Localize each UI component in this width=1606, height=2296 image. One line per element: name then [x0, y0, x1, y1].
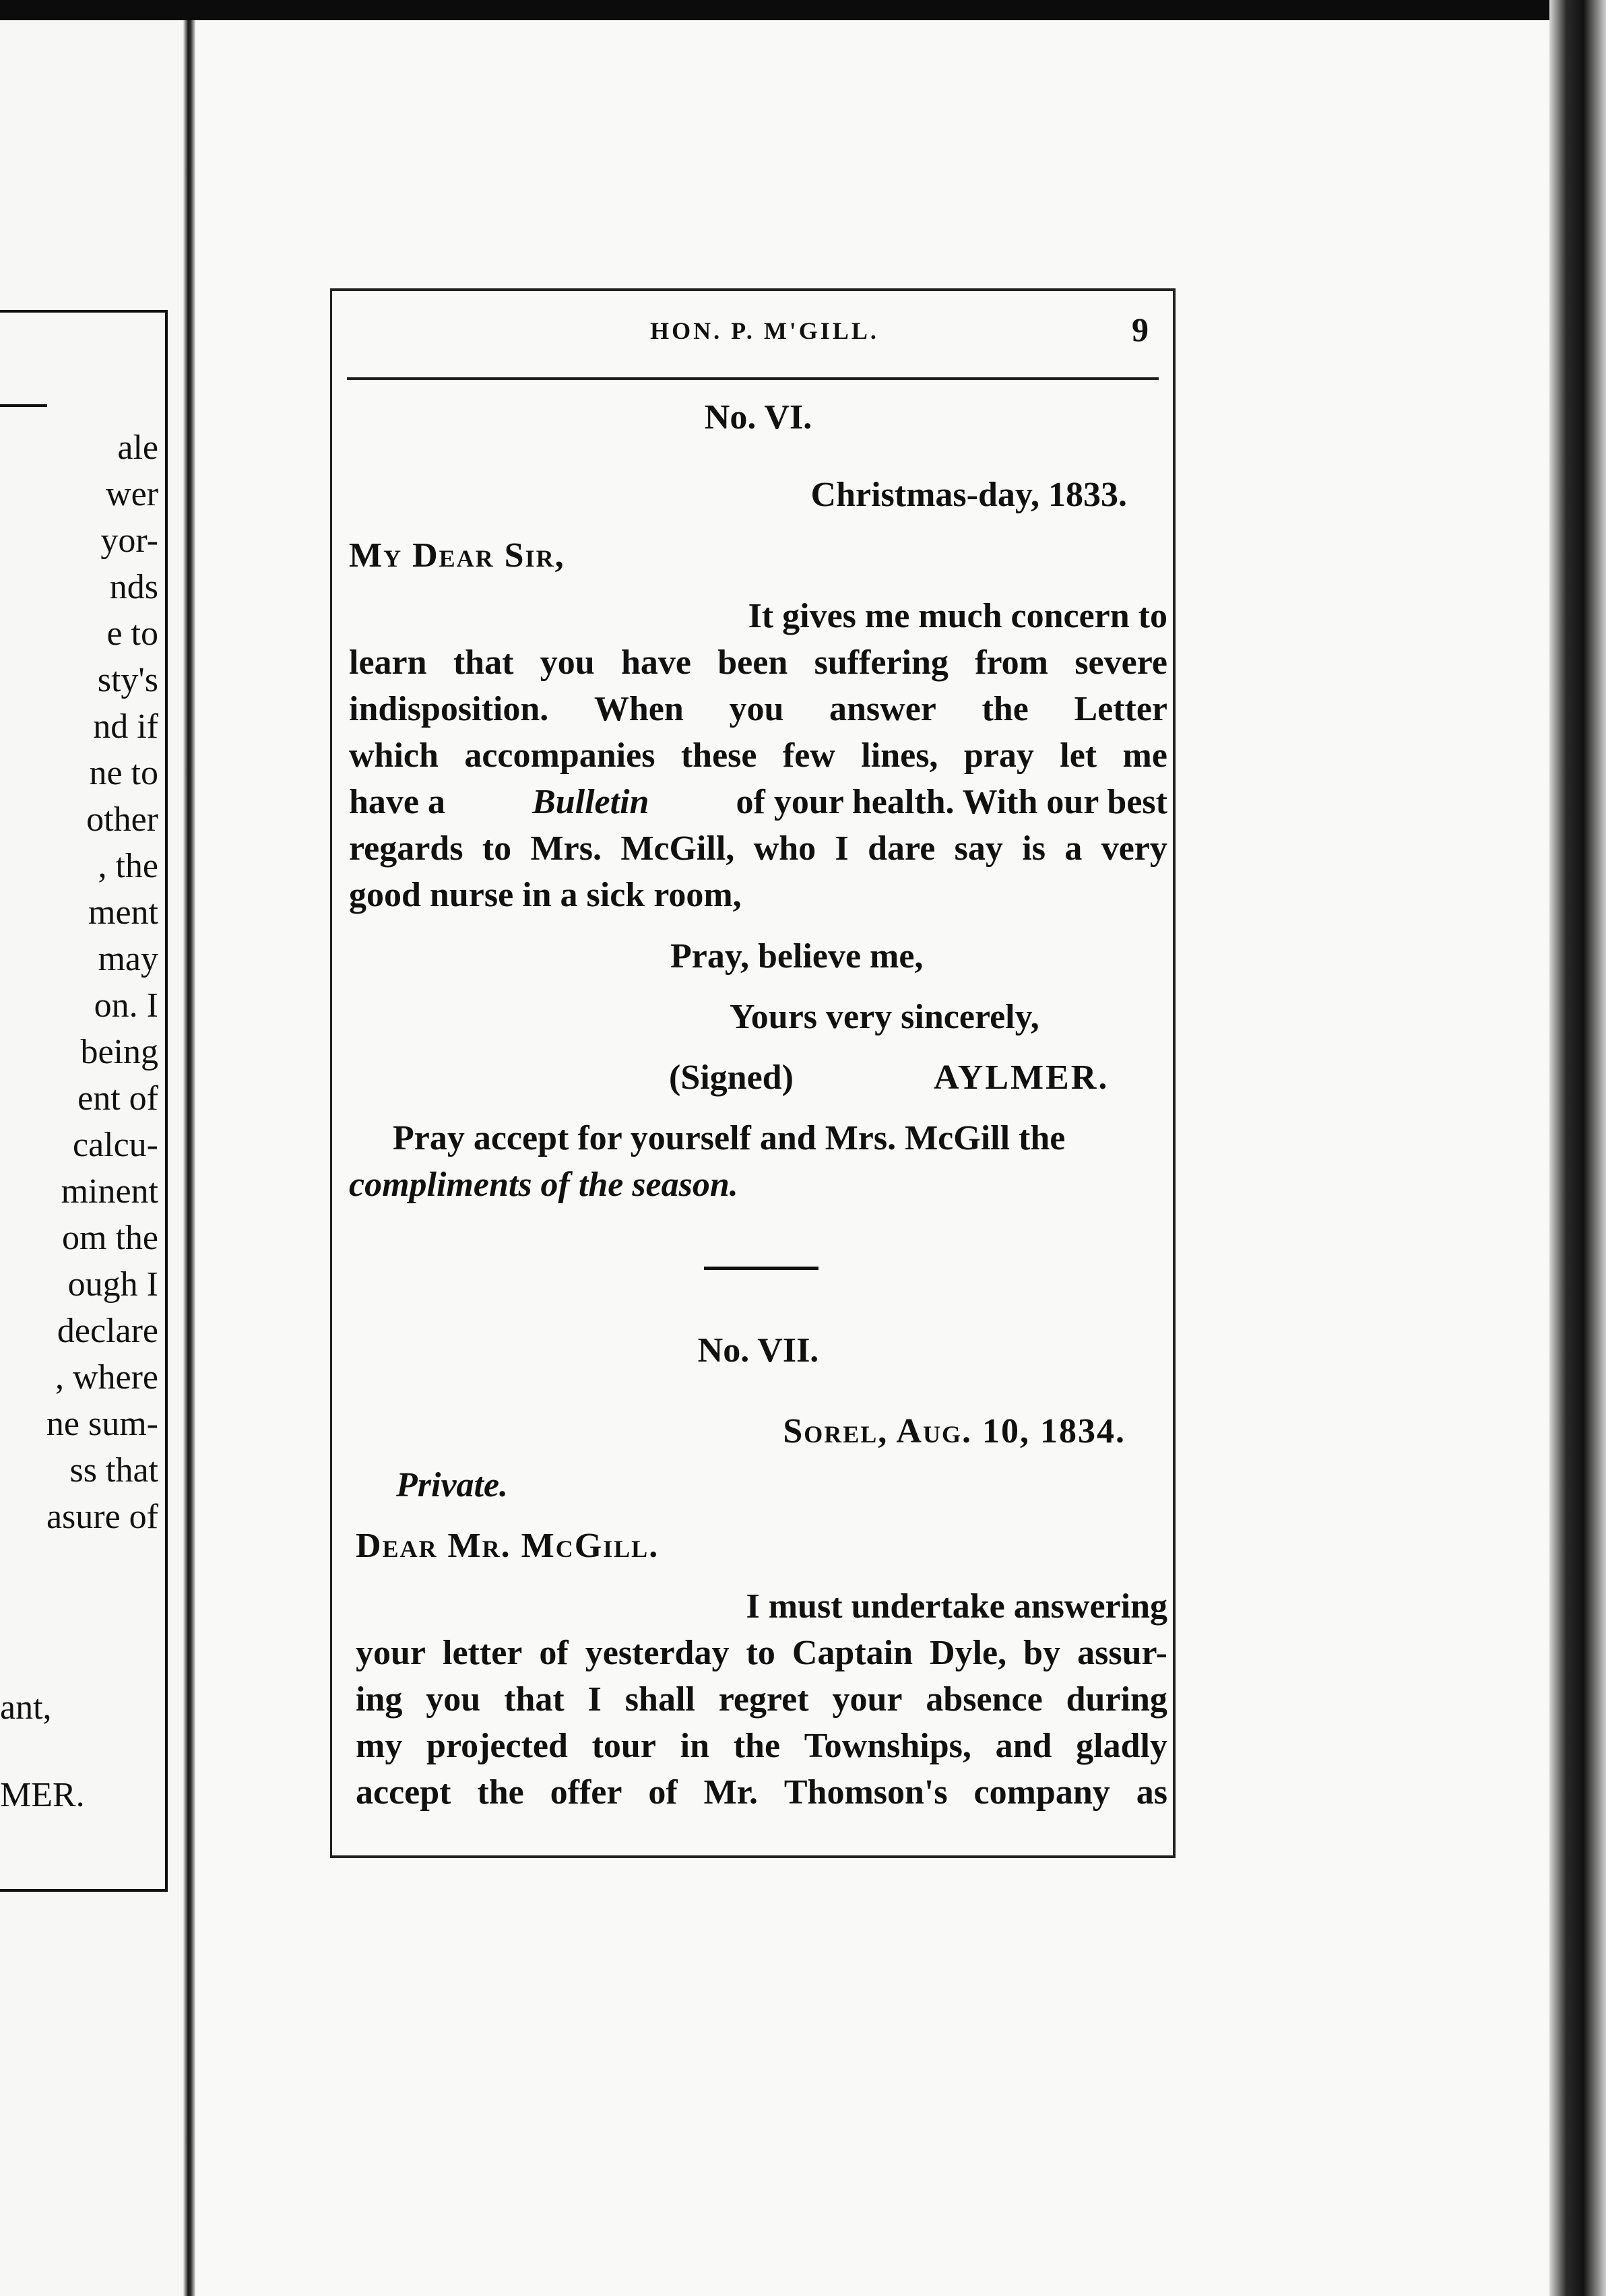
- paragraph-line: my projected tour in the Townships, and gladly: [356, 1727, 1167, 1765]
- paragraph-line: ing you that I shall regret your absence during: [356, 1680, 1167, 1719]
- bulletin-pre: have a: [349, 783, 445, 821]
- facing-page-line: ough I: [67, 1265, 158, 1304]
- letter-vi-paragraph-end: [349, 825, 1167, 918]
- facing-page-line: , the: [98, 847, 158, 885]
- letter-vi-bulletin-line: [349, 779, 1167, 825]
- letter-vi-salutation: My Dear Sir,: [349, 536, 565, 575]
- letter-vi-paragraph-lead: It gives me much concern to: [748, 597, 1167, 635]
- compliments-phrase: compliments of the season.: [349, 1166, 738, 1204]
- facing-page-line: asure of: [46, 1498, 158, 1536]
- facing-page-line: ss that: [69, 1451, 158, 1490]
- letter-vi-closing-2: Yours very sincerely,: [730, 998, 1039, 1036]
- letter-vii-number: No. VII.: [697, 1331, 819, 1370]
- facing-page-line: ne to: [89, 754, 158, 792]
- facing-page-tail-line: ant,: [0, 1688, 52, 1727]
- paragraph-line: learn that you have been suffering from severe: [349, 643, 1167, 682]
- paragraph-line: accept the offer of Mr. Thomson's company as: [356, 1773, 1167, 1812]
- letter-vi-number: No. VI.: [704, 398, 812, 437]
- running-head: HON. P. M'GILL.: [650, 317, 879, 344]
- letter-vi-signed: (Signed): [669, 1058, 794, 1097]
- letter-vi-paragraph: [349, 639, 1167, 779]
- scan-right-edge: [1549, 0, 1606, 2296]
- scan-top-border: [0, 0, 1606, 20]
- facing-page-line: nds: [109, 568, 158, 606]
- letter-vii-salutation: Dear Mr. McGill.: [356, 1527, 660, 1565]
- bulletin-post: of your health. With our best: [736, 783, 1167, 821]
- facing-page: [0, 20, 192, 2296]
- private-label: Private.: [396, 1466, 509, 1504]
- letter-vii-dateline: [349, 1408, 1167, 1455]
- facing-page-line: other: [86, 800, 158, 839]
- facing-page-line: ale: [117, 428, 158, 467]
- letter-separator: [704, 1267, 818, 1270]
- facing-page-line: wer: [106, 475, 158, 513]
- facing-page-tail-line: MER.: [0, 1776, 85, 1814]
- letter-vii-private: [349, 1462, 1167, 1508]
- facing-page-line: , where: [55, 1358, 158, 1397]
- letter-vi-postscript-italic: [349, 1161, 1167, 1208]
- facing-page-line: ne sum-: [46, 1405, 158, 1443]
- letter-vii-dateline-text: Sorel, Aug. 10, 1834.: [783, 1412, 1126, 1450]
- facing-page-line: declare: [57, 1312, 158, 1350]
- facing-page-line: minent: [61, 1172, 158, 1211]
- header-rule: [347, 377, 1159, 380]
- facing-page-line: e to: [106, 614, 158, 653]
- facing-page-line: may: [98, 940, 158, 978]
- facing-page-line: sty's: [97, 661, 158, 699]
- book-gutter: [183, 20, 195, 2296]
- facing-page-line: om the: [62, 1219, 158, 1257]
- letter-vii-paragraph-lead: I must undertake answering: [746, 1587, 1167, 1626]
- facing-page-line: calcu-: [72, 1126, 158, 1164]
- facing-page-line: being: [80, 1033, 158, 1071]
- facing-page-line: ent of: [77, 1079, 158, 1118]
- paragraph-line: indisposition. When you answer the Letter: [349, 690, 1167, 728]
- facing-page-line: ment: [88, 893, 158, 932]
- bulletin-word: Bulletin: [532, 783, 649, 821]
- letter-vi-postscript: Pray accept for yourself and Mrs. McGill the: [393, 1119, 1066, 1157]
- facing-page-rule: [0, 404, 47, 407]
- paragraph-line: good nurse in a sick room,: [349, 876, 742, 914]
- paragraph-line: regards to Mrs. McGill, who I dare say is a very: [349, 829, 1167, 868]
- facing-page-tail: [0, 1664, 158, 1839]
- letter-vi-signature: AYLMER.: [934, 1058, 1110, 1097]
- facing-page-line: nd if: [93, 707, 158, 746]
- letter-vi-closing-1: Pray, believe me,: [670, 937, 924, 976]
- facing-page-text: [0, 424, 158, 1540]
- facing-page-line: yor-: [100, 521, 158, 560]
- facing-page-line: on. I: [94, 986, 158, 1025]
- letter-vii-paragraph: [349, 1630, 1167, 1816]
- paragraph-line: which accompanies these few lines, pray let me: [349, 736, 1167, 775]
- letter-vi-dateline: Christmas-day, 1833.: [810, 476, 1127, 514]
- page-number: 9: [1132, 311, 1149, 348]
- paragraph-line: your letter of yesterday to Captain Dyle, by assur-: [356, 1634, 1167, 1672]
